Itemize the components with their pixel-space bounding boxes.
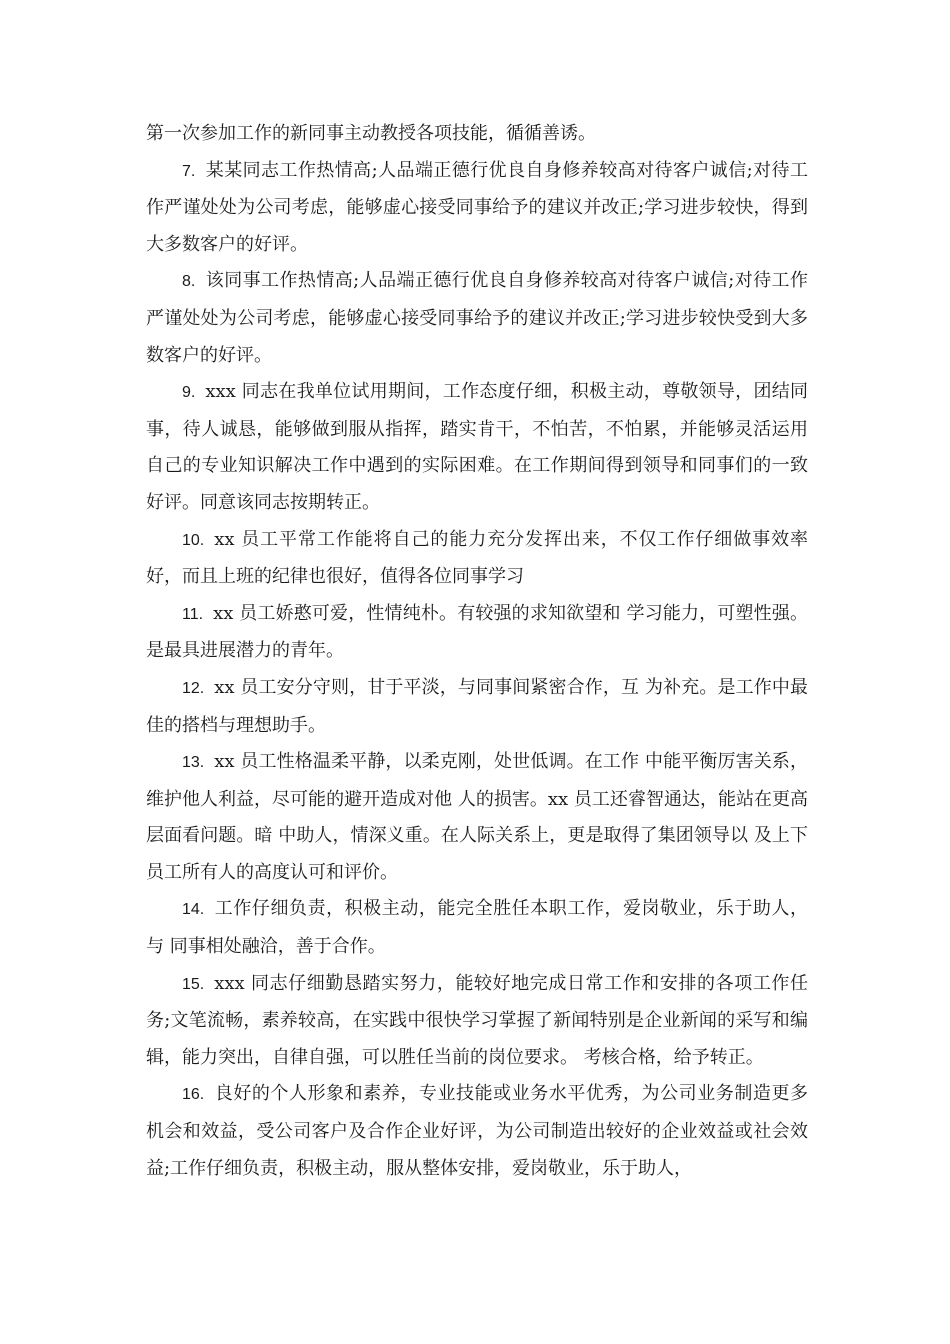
item-text: xx 员工平常工作能将自己的能力充分发挥出来，不仅工作仔细做事效率好，而且上班的纪律也很好，值得各位同事学习	[146, 528, 808, 588]
item-text: xx 员工安分守则，甘于平淡，与同事间紧密合作，互 为补充。是工作中最佳的搭档与理想助手。	[146, 676, 808, 736]
item-number: 11.	[182, 605, 204, 623]
list-item	[146, 153, 808, 264]
item-text: 该同事工作热情高;人品端正德行优良自身修养较高对待客户诚信;对待工作严谨处处为公司考虑，能够虚心接受同事给予的建议并改正;学习进步较快受到大多数客户的好评。	[146, 270, 808, 366]
list-item	[146, 966, 808, 1077]
list-item	[146, 891, 808, 965]
item-number: 10.	[182, 531, 205, 549]
item-text: 工作仔细负责，积极主动，能完全胜任本职工作，爱岗敬业，乐于助人，与 同事相处融洽，善于合作。	[146, 898, 808, 958]
list-item	[146, 374, 808, 521]
item-text: xxx 同志仔细勤恳踏实努力，能较好地完成日常工作和安排的各项工作任务;文笔流畅，素养较高，在实践中很快学习掌握了新闻特别是企业新闻的采写和编辑，能力突出，自律自强，可以胜任当前的岗位要求。 考核合格，给予转正。	[146, 972, 808, 1068]
item-text: xx 员工娇憨可爱，性情纯朴。有较强的求知欲望和 学习能力，可塑性强。是最具进展潜力的青年。	[146, 602, 808, 662]
item-number: 14.	[182, 901, 205, 919]
item-number: 13.	[182, 754, 205, 772]
list-item	[146, 670, 808, 744]
item-number: 15.	[182, 975, 205, 993]
item-number: 9.	[182, 384, 196, 402]
item-text: 良好的个人形象和素养，专业技能或业务水平优秀，为公司业务制造更多机会和效益，受公司客户及合作企业好评，为公司制造出较好的企业效益或社会效益;工作仔细负责，积极主动，服从整体安排，爱岗敬业，乐于助人，	[146, 1083, 808, 1179]
item-number: 8.	[182, 273, 196, 291]
intro-paragraph: 第一次参加工作的新同事主动教授各项技能，循循善诱。	[146, 123, 596, 144]
list-item	[146, 263, 808, 374]
list-item	[146, 522, 808, 596]
list-item	[146, 744, 808, 891]
item-text: 某某同志工作热情高;人品端正德行优良自身修养较高对待客户诚信;对待工 作严谨处处为公司考虑，能够虚心接受同事给予的建议并改正;学习进步较快，得到大多数客户的好评。	[146, 159, 808, 255]
list-item	[146, 1076, 808, 1187]
item-number: 7.	[182, 162, 196, 180]
item-text: xx 员工性格温柔平静，以柔克刚，处世低调。在工作 中能平衡厉害关系，维护他人利益，尽可能的避开造成对他 人的损害。xx 员工还睿智通达，能站在更高层面看问题。暗 中助人，情深义重。在人际关系上，更是取得了集团领导以 及上下员工所有人的高度认可和评价。	[146, 751, 808, 883]
document-body	[146, 116, 808, 1187]
item-number: 12.	[182, 679, 205, 697]
item-number: 16.	[182, 1086, 205, 1104]
item-text: xxx 同志在我单位试用期间，工作态度仔细，积极主动，尊敬领导，团结同事，待人诚恳，能够做到服从指挥，踏实肯干，不怕苦，不怕累，并能够灵活运用自己的专业知识解决工作中遇到的实际困难。在工作期间得到领导和同事们的一致好评。同意该同志按期转正。	[146, 381, 808, 513]
list-item	[146, 596, 808, 670]
